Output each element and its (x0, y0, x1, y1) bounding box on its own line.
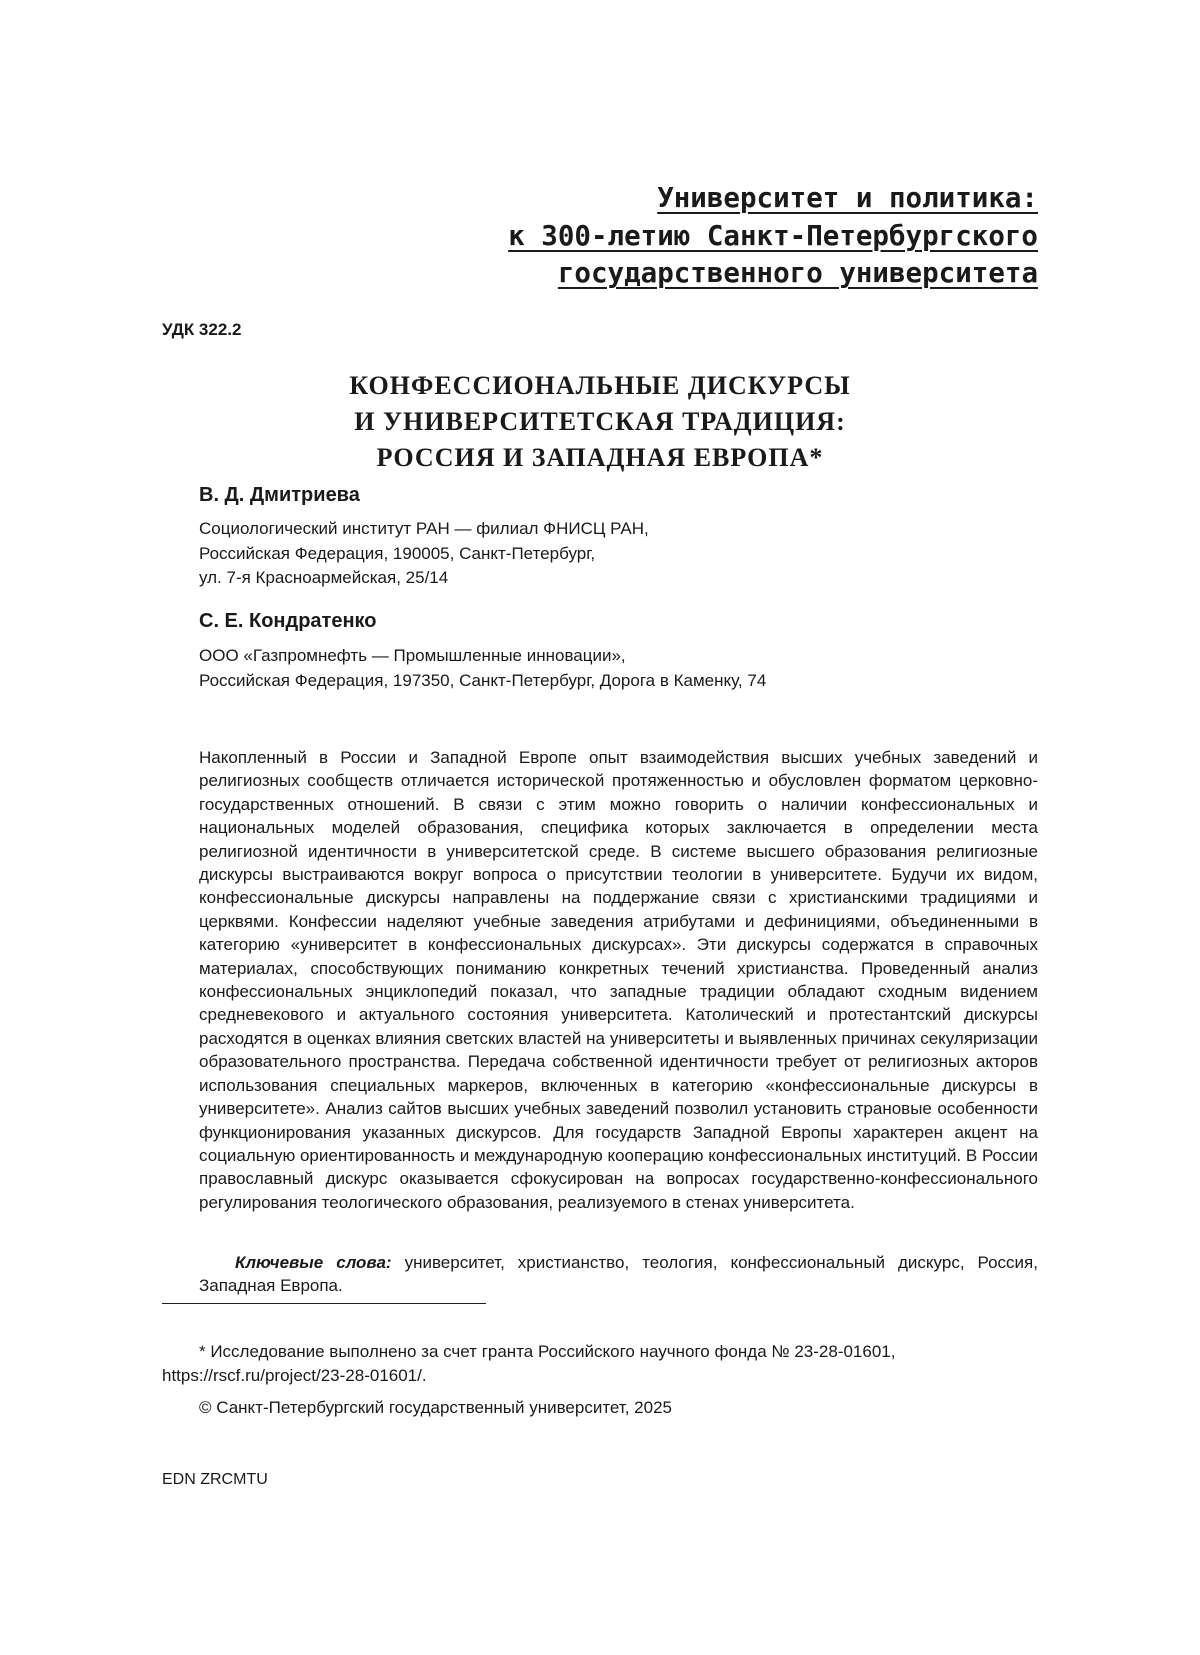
journal-section-header (508, 180, 1038, 293)
footnote-line: * Исследование выполнено за счет гранта Российского научного фонда № 23-28-01601, (199, 1342, 896, 1361)
author-name: В. Д. Дмитриева (199, 484, 360, 506)
keywords-text: университет, христианство, теология, конфессиональный дискурс, Россия, Западная Европа. (199, 1253, 1038, 1296)
article-title (162, 368, 1038, 476)
affiliation-line: Российская Федерация, 197350, Санкт-Петербург, Дорога в Каменку, 74 (199, 670, 767, 690)
affiliation-line: ООО «Газпромнефть — Промышленные инновации», (199, 646, 626, 665)
title-line: РОССИЯ И ЗАПАДНАЯ ЕВРОПА* (376, 443, 824, 472)
footnote (162, 1340, 1038, 1388)
author-affiliation (199, 644, 766, 693)
copyright-notice: © Санкт-Петербургский государственный университет, 2025 (199, 1398, 672, 1417)
author-name: С. Е. Кондратенко (199, 610, 377, 632)
affiliation-line: ул. 7-я Красноармейская, 25/14 (199, 568, 449, 587)
affiliation-line: Российская Федерация, 190005, Санкт-Петербург, (199, 543, 596, 563)
footnote-link[interactable]: https://rscf.ru/project/23-28-01601/. (162, 1366, 427, 1385)
affiliation-line: Социологический институт РАН — филиал ФНИСЦ РАН, (199, 519, 649, 538)
title-line: КОНФЕССИОНАЛЬНЫЕ ДИСКУРСЫ (349, 371, 851, 400)
section-header-line: к 300-летию Санкт-Петербургского (508, 219, 1038, 252)
abstract: Накопленный в России и Западной Европе опыт взаимодействия высших учебных заведений и религиозных сообществ отличается исторической протяженностью и обусловлен форматом церковно-государственных отношений. В связи с этим можно говорить о наличии конфессиональных и национальных моделей образования, специфика которых заключается в определении места религиозной идентичности в университетской среде. В системе высшего образования религиозные дискурсы выстраиваются вокруг вопроса о присутствии теологии в университете. Будучи их видом, конфессиональные дискурсы направлены на поддержание связи с христианскими традициями и церквями. Конфессии наделяют учебные заведения атрибутами и дефинициями, объединенными в категорию «университет в конфессиональных дискурсах». Эти дискурсы содержатся в справочных материалах, способствующих пониманию конкретных течений христианства. Проведенный анализ конфессиональных энциклопедий показал, что западные традиции обладают сходным видением средневекового и актуального состояния университета. Католический и протестантский дискурсы расходятся в оценках влияния светских властей на университеты и выявленных причинах секуляризации образовательного пространства. Передача собственной идентичности требует от религиозных акторов использования специальных маркеров, включенных в категорию «конфессиональные дискурсы в университете». Анализ сайтов высших учебных заведений позволил установить страновые особенности функционирования указанных дискурсов. Для государств Западной Европы характерен акцент на социальную ориентированность и международную кооперацию конфессиональных институций. В России православный дискурс оказывается сфокусирован на вопросах государственно-конфессионального регулирования теологического образования, реализуемого в стенах университета. (199, 748, 1038, 1212)
footnote-divider (162, 1303, 486, 1304)
keywords (199, 1251, 1038, 1298)
keywords-label: Ключевые слова: (235, 1253, 392, 1272)
section-header-line: Университет и политика: (657, 182, 1038, 214)
title-line: И УНИВЕРСИТЕТСКАЯ ТРАДИЦИЯ: (354, 407, 846, 436)
author-affiliation (199, 517, 649, 591)
edn-code: EDN ZRCMTU (162, 1471, 268, 1488)
section-header-line: государственного университета (557, 257, 1038, 289)
udk-code: УДК 322.2 (162, 320, 242, 339)
